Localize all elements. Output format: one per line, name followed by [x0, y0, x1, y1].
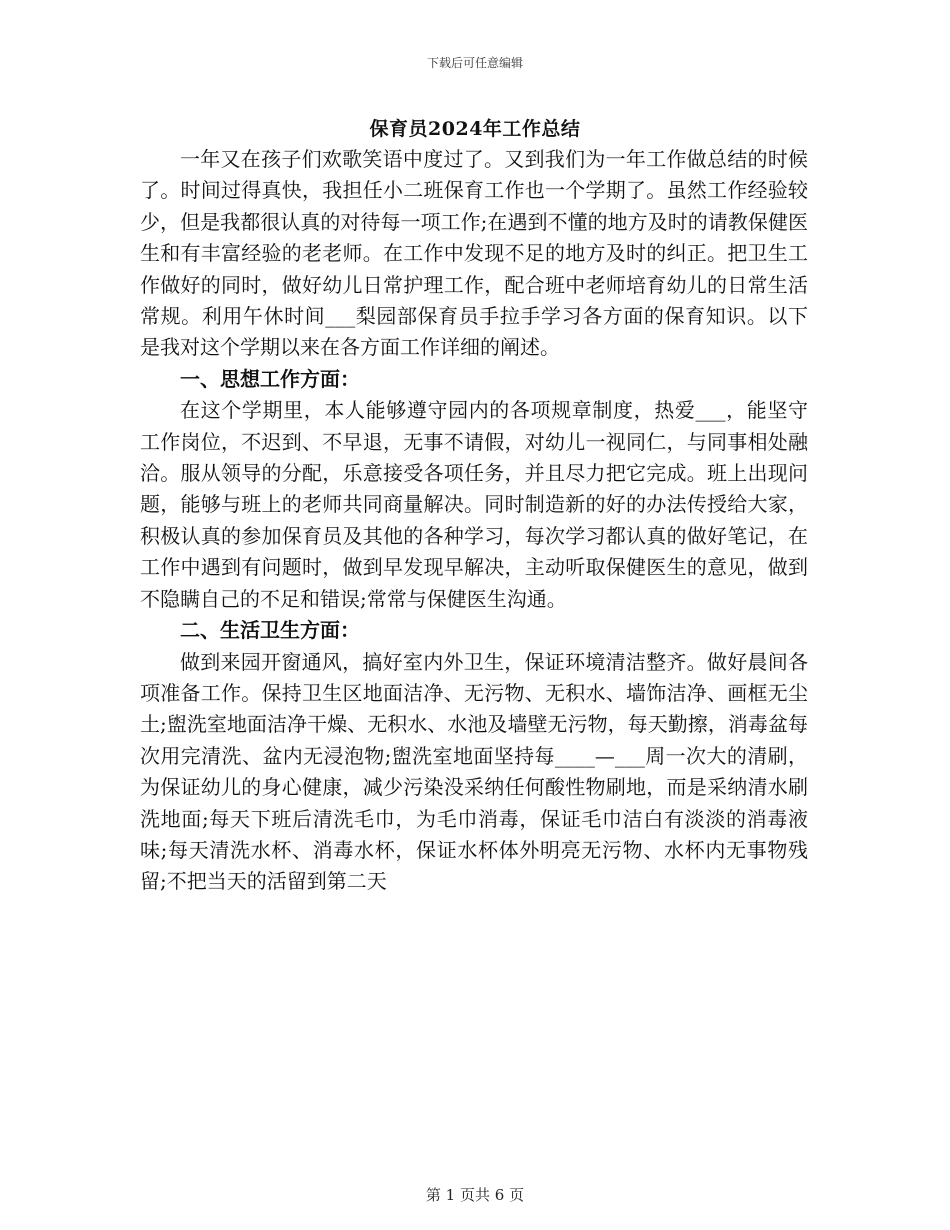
page-header-note: 下载后可任意编辑: [426, 56, 523, 70]
page-number: 第 1 页共 6 页: [425, 1186, 525, 1204]
section-body-ideology: 在这个学期里，本人能够遵守园内的各项规章制度，热爱___，能坚守工作岗位，不迟到、不早退，无事不请假，对幼儿一视同仁，与同事相处融洽。服从领导的分配，乐意接受各项任务，并且尽力把它完成。班上出现问题，能够与班上的老师共同商量解决。同时制造新的好的办法传授给大家，积极认真的参加保育员及其他的各种学习，每次学习都认真的做好笔记，在工作中遇到有问题时，做到早发现早解决，主动听取保健医生的意见，做到不隐瞒自己的不足和错误;常常与保健医生沟通。: [140, 398, 808, 611]
section-heading-hygiene: 二、生活卫生方面：: [180, 618, 360, 643]
document-title: 保育员2024年工作总结: [369, 118, 581, 140]
intro-paragraph: 一年又在孩子们欢歌笑语中度过了。又到我们为一年工作做总结的时候了。时间过得真快，我担任小二班保育工作也一个学期了。虽然工作经验较少，但是我都很认真的对待每一项工作;在遇到不懂的地方及时的请教保健医生和有丰富经验的老老师。在工作中发现不足的地方及时的纠正。把卫生工作做好的同时，做好幼儿日常护理工作，配合班中老师培育幼儿的日常生活常规。利用午休时间___梨园部保育员手拉手学习各方面的保育知识。以下是我对这个学期以来在各方面工作详细的阐述。: [140, 147, 808, 360]
section-body-hygiene: 做到来园开窗通风，搞好室内外卫生，保证环境清洁整齐。做好晨间各项准备工作。保持卫生区地面洁净、无污物、无积水、墙饰洁净、画框无尘土;盥洗室地面洁净干燥、无积水、水池及墙壁无污物，每天勤擦，消毒盆每次用完清洗、盆内无浸泡物;盥洗室地面坚持每____—___周一次大的清刷，为保证幼儿的身心健康，减少污染没采纳任何酸性物刷地，而是采纳清水刷洗地面;每天下班后清洗毛巾，为毛巾消毒，保证毛巾洁白有淡淡的消毒液味;每天清洗水杯、消毒水杯，保证水杯体外明亮无污物、水杯内无事物残留;不把当天的活留到第二天: [140, 649, 808, 894]
section-heading-ideology: 一、思想工作方面：: [180, 366, 360, 391]
document-body: [140, 144, 808, 898]
